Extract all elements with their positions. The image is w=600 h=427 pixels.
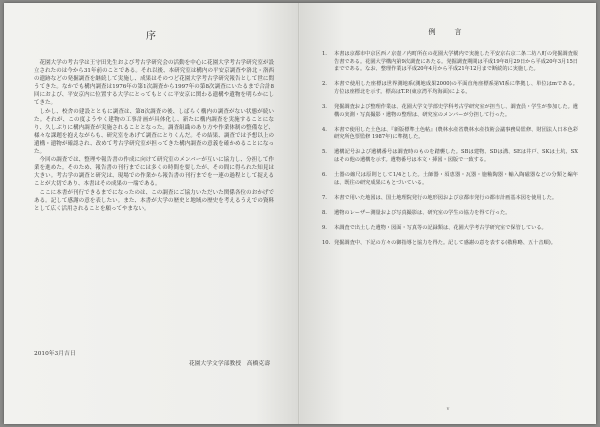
right-page bbox=[300, 3, 596, 424]
note-item bbox=[322, 225, 578, 233]
preface-paragraph: ここに本書が刊行できるまでになったのは、この調査にご協力いただいた関係各位のおかげである。記して感謝の意を表したい。また、本書が大学の歴史と地域の歴史を考えるうえでの資料として広く活用されることを願ってやまない。 bbox=[34, 189, 274, 212]
preface-paragraph: 今回の調査では、整理や報告書の作成に向けて研究室のメンバーが互いに協力し、分担して作業を進めた。そのため、報告書の刊行までには多くの時間を要したが、その間に得られた知見は大きい。考古学の調査と研究は、現場での作業から報告書の刊行までを一連の過程として捉えることが大切であり、本書はその成果の一端である。 bbox=[34, 157, 274, 188]
note-item bbox=[322, 240, 578, 248]
note-text: 本書は京都市中京区西ノ京壺ノ内町所在の花園大学構内で実施した平安京右京二条二坊八町の発掘調査報告書である。花園大学構内第9次調査にあたる。発掘調査期間は平成19年8月29日から平成20年3月15日までである。なお、整理作業は平成20年4月から平成21年12月まで断続的に実施した。 bbox=[334, 51, 578, 73]
notes-list bbox=[322, 51, 578, 255]
note-item bbox=[322, 51, 578, 74]
preface-signature: 花園大学文学部教授 高橋克壽 bbox=[188, 361, 270, 367]
note-text: 遺物のレーザー測量および写真撮影は、研究室の学生の協力を得て行った。 bbox=[334, 209, 511, 216]
note-text: 本書で用いた地図は、国土地理院発行の地形図および京都市発行の都市計画基本図を使用した。 bbox=[334, 194, 558, 201]
note-text: 発掘調査中、下記の方々の御指導と協力を得た。記して感謝の意を表する(敬称略、五十音順)。 bbox=[334, 240, 556, 246]
note-text: 本調査で出土した遺物・図面・写真等の記録類は、花園大学考古学研究室で保管している。 bbox=[334, 224, 547, 231]
note-number: 4. bbox=[322, 126, 327, 133]
note-text: 発掘調査および整理作業は、花園大学文学部史学科考古学研究室が担当し、調査員・学生が参加した。遺構の実測・写真撮影・遺物の整理は、研究室のメンバーが分担して行った。 bbox=[334, 103, 578, 118]
preface-title: 序 bbox=[146, 31, 158, 42]
note-item bbox=[322, 195, 578, 203]
note-item bbox=[322, 81, 578, 96]
note-number: 10. bbox=[322, 240, 331, 246]
preface-paragraph: しかし、校舎の建設とともに調査は、第8次調査の後、しばらく構内の調査がない状態が続いた。それが、この度ようやく建物の工事計画が具体化し、新たに構内調査を実施することになり、久しぶりに構内調査が実施されることとなった。調査組織のあり方や作業体制の整備など、様々な課題を抱えながらも、研究室をあげて調査にとりくんだ。その結果、調査では予想以上の遺構・遺物が確認され、改めて考古学研究室が担ってきた構内調査の意義を確かめることになった。 bbox=[34, 108, 274, 156]
note-number: 5. bbox=[322, 149, 327, 156]
note-number: 2. bbox=[322, 81, 327, 88]
note-item bbox=[322, 104, 578, 119]
note-text: 本書で使用した土色は、『新版標準土色帖』(農林水産省農林水産技術会議事務局監修、財団法人日本色彩研究所色票監修 1987年)に準拠した。 bbox=[334, 126, 578, 141]
note-item bbox=[322, 172, 578, 187]
note-number: 7. bbox=[322, 194, 327, 201]
preface-body bbox=[34, 59, 274, 213]
preface-date: 2010年3月吉日 bbox=[34, 351, 76, 357]
left-page bbox=[4, 3, 300, 424]
note-number: 8. bbox=[322, 209, 327, 216]
note-number: 3. bbox=[322, 103, 327, 110]
book-spread bbox=[4, 3, 596, 424]
note-text: 土器の縮尺は原則として1/4とした。土師器・須恵器・瓦器・施釉陶器・輸入陶磁器などの分類と編年は、既往の研究成果にもとづいている。 bbox=[334, 172, 578, 186]
note-text: 遺構記号および遺構番号は調査時のものを踏襲した。SBは建物、SDは溝、SEは井戸、SKは土坑、SXはその他の遺構を示す。遺物番号は本文・挿図・図版で一致する。 bbox=[334, 149, 578, 163]
page-number: v bbox=[446, 407, 450, 412]
note-number: 1. bbox=[322, 51, 327, 57]
note-number: 9. bbox=[322, 224, 327, 231]
preface-paragraph: 花園大学の考古学は王守田先生および考古学研究会の活動を中心に花園大学考古学研究室が設立されたのは今から31年前のことである。それ以後、本研究室は構内の平安京調査や洛北・洛西の遺跡などの発掘調査を継続して実施し、成果はそのつど花園大学考古学研究報告として世に問うてきた。なかでも構内調査は1976年の第1次調査から1997年の第8次調査にいたるまで合計8回におよび、平安京内に位置する大学にとってもとくに平安京に関わる遺構や遺物を明らかにしてきた。 bbox=[34, 60, 274, 107]
note-item bbox=[322, 127, 578, 142]
note-item bbox=[322, 149, 578, 164]
notes-title: 例 言 bbox=[428, 28, 468, 36]
note-item bbox=[322, 210, 578, 218]
note-number: 6. bbox=[322, 172, 327, 179]
note-text: 本書で使用した座標は世界測地系(測地成果2000)の平面直角座標系第Ⅵ系に準拠し、単位はmである。方位は座標北を示す。標高はT.P.(東京湾平均海面)による。 bbox=[334, 81, 578, 95]
